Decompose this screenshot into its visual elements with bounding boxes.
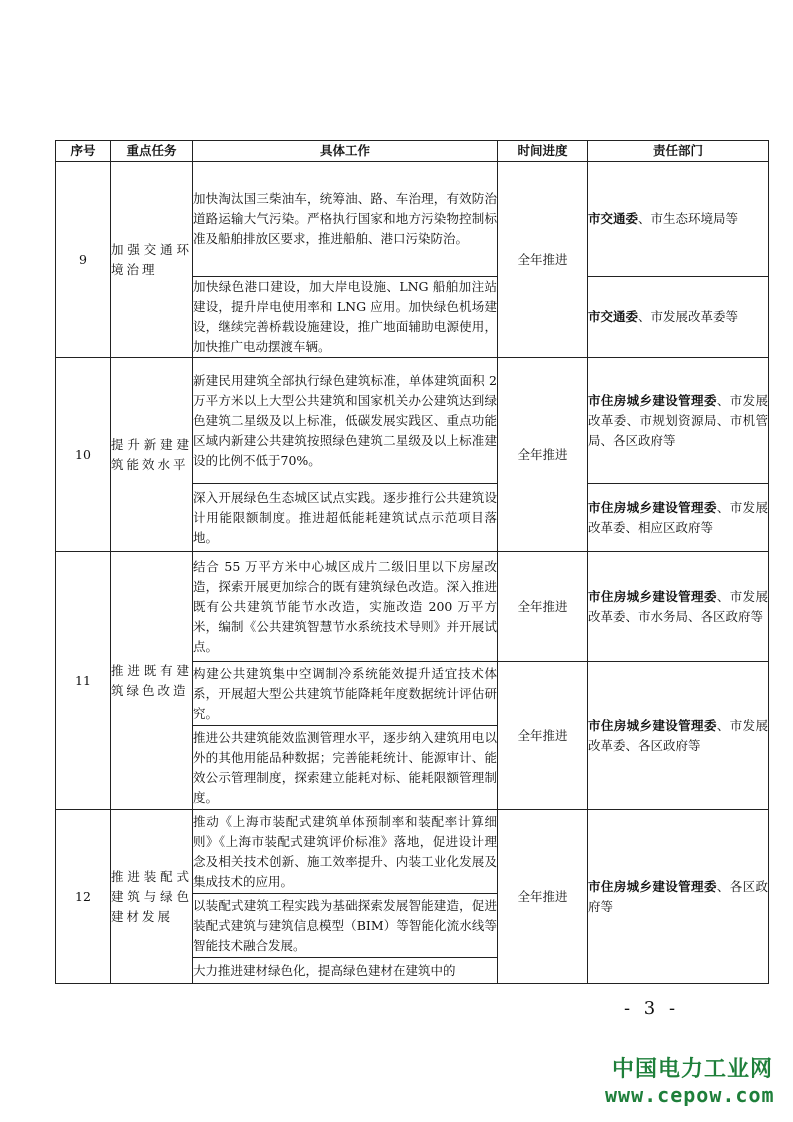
row-task: 推进装配式建筑与绿色建材发展 — [111, 810, 193, 984]
table-row — [56, 552, 769, 662]
dept-lead: 市住房城乡建设管理委 — [588, 392, 717, 408]
row-work: 推进公共建筑能效监测管理水平，逐步纳入建筑用电以外的其他用能品种数据；完善能耗统计、能源审计、能效公示管理制度，探索建立能耗对标、能耗限额管理制度。 — [193, 726, 498, 810]
dept-rest: 、市发展改革委等 — [638, 309, 739, 324]
row-time: 全年推进 — [498, 810, 588, 984]
row-dept — [588, 552, 769, 662]
dept-lead: 市交通委 — [588, 309, 639, 324]
table-header-row — [56, 141, 769, 162]
row-work: 新建民用建筑全部执行绿色建筑标准，单体建筑面积 2 万平方米以上大型公共建筑和国家机关办公建筑达到绿色建筑二星级及以上标准，低碳发展实践区、重点功能区域内新建公共建筑按照绿色建筑二星级及以上标准建设的比例不低于70%。 — [193, 358, 498, 484]
row-work: 深入开展绿色生态城区试点实践。逐步推行公共建筑设计用能限额制度。推进超低能耗建筑试点示范项目落地。 — [193, 484, 498, 552]
row-dept — [588, 484, 769, 552]
header-dept: 责任部门 — [588, 141, 769, 162]
dept-lead: 市住房城乡建设管理委 — [588, 588, 717, 604]
dept-lead: 市住房城乡建设管理委 — [588, 717, 717, 733]
header-time: 时间进度 — [498, 141, 588, 162]
table-row — [56, 810, 769, 894]
row-work: 构建公共建筑集中空调制冷系统能效提升适宜技术体系，开展超大型公共建筑节能降耗年度数据统计评估研究。 — [193, 662, 498, 726]
row-work: 结合 55 万平方米中心城区成片二级旧里以下房屋改造，探索开展更加综合的既有建筑绿色改造。深入推进既有公共建筑节能节水改造，实施改造 200 万平方米，编制《公共建筑智慧节水系统技术导则》并开展试点。 — [193, 552, 498, 662]
row-time: 全年推进 — [498, 358, 588, 552]
row-time: 全年推进 — [498, 162, 588, 358]
task-table — [55, 140, 769, 984]
row-dept — [588, 810, 769, 984]
row-number: 11 — [56, 552, 111, 810]
row-number: 9 — [56, 162, 111, 358]
row-task: 提升新建建筑能效水平 — [111, 358, 193, 552]
dept-rest: 、市发展改革委、市水务局、各区政府等 — [588, 588, 768, 624]
page-number: - 3 - — [624, 998, 680, 1019]
row-time: 全年推进 — [498, 552, 588, 662]
row-work: 以装配式建筑工程实践为基础探索发展智能建造，促进装配式建筑与建筑信息模型（BIM）等智能化流水线等智能技术融合发展。 — [193, 894, 498, 958]
dept-rest: 、市发展改革委、相应区政府等 — [588, 499, 768, 535]
header-task: 重点任务 — [111, 141, 193, 162]
row-number: 10 — [56, 358, 111, 552]
watermark-url: www.cepow.com — [605, 1083, 775, 1107]
dept-lead: 市住房城乡建设管理委 — [588, 878, 717, 894]
table-row — [56, 358, 769, 484]
row-dept — [588, 662, 769, 810]
row-task: 推进既有建筑绿色改造 — [111, 552, 193, 810]
row-work: 加快淘汰国三柴油车，统筹油、路、车治理，有效防治道路运输大气污染。严格执行国家和地方污染物控制标准及船舶排放区要求，推进船舶、港口污染防治。 — [193, 162, 498, 277]
header-work: 具体工作 — [193, 141, 498, 162]
watermark-name: 中国电力工业网 — [612, 1057, 774, 1082]
row-number: 12 — [56, 810, 111, 984]
dept-lead: 市交通委 — [588, 211, 639, 226]
dept-lead: 市住房城乡建设管理委 — [588, 499, 717, 515]
dept-rest: 、市发展改革委、市规划资源局、市机管局、各区政府等 — [588, 392, 768, 448]
row-task: 加强交通环境治理 — [111, 162, 193, 358]
dept-rest: 、各区政府等 — [588, 878, 768, 914]
row-work: 大力推进建材绿色化，提高绿色建材在建筑中的 — [193, 958, 498, 984]
row-time: 全年推进 — [498, 662, 588, 810]
row-dept — [588, 162, 769, 277]
row-dept — [588, 277, 769, 358]
row-work: 加快绿色港口建设，加大岸电设施、LNG 船舶加注站建设，提升岸电使用率和 LNG 应用。加快绿色机场建设，继续完善桥载设施建设，推广地面辅助电源使用，加快推广电动摆渡车辆。 — [193, 277, 498, 358]
row-dept — [588, 358, 769, 484]
row-work: 推动《上海市装配式建筑单体预制率和装配率计算细则》《上海市装配式建筑评价标准》落地，促进设计理念及相关技术创新、施工效率提升、内装工业化发展及集成技术的应用。 — [193, 810, 498, 894]
dept-rest: 、市生态环境局等 — [638, 211, 739, 226]
header-num: 序号 — [56, 141, 111, 162]
dept-rest: 、市发展改革委、各区政府等 — [588, 717, 768, 753]
table-row — [56, 162, 769, 277]
